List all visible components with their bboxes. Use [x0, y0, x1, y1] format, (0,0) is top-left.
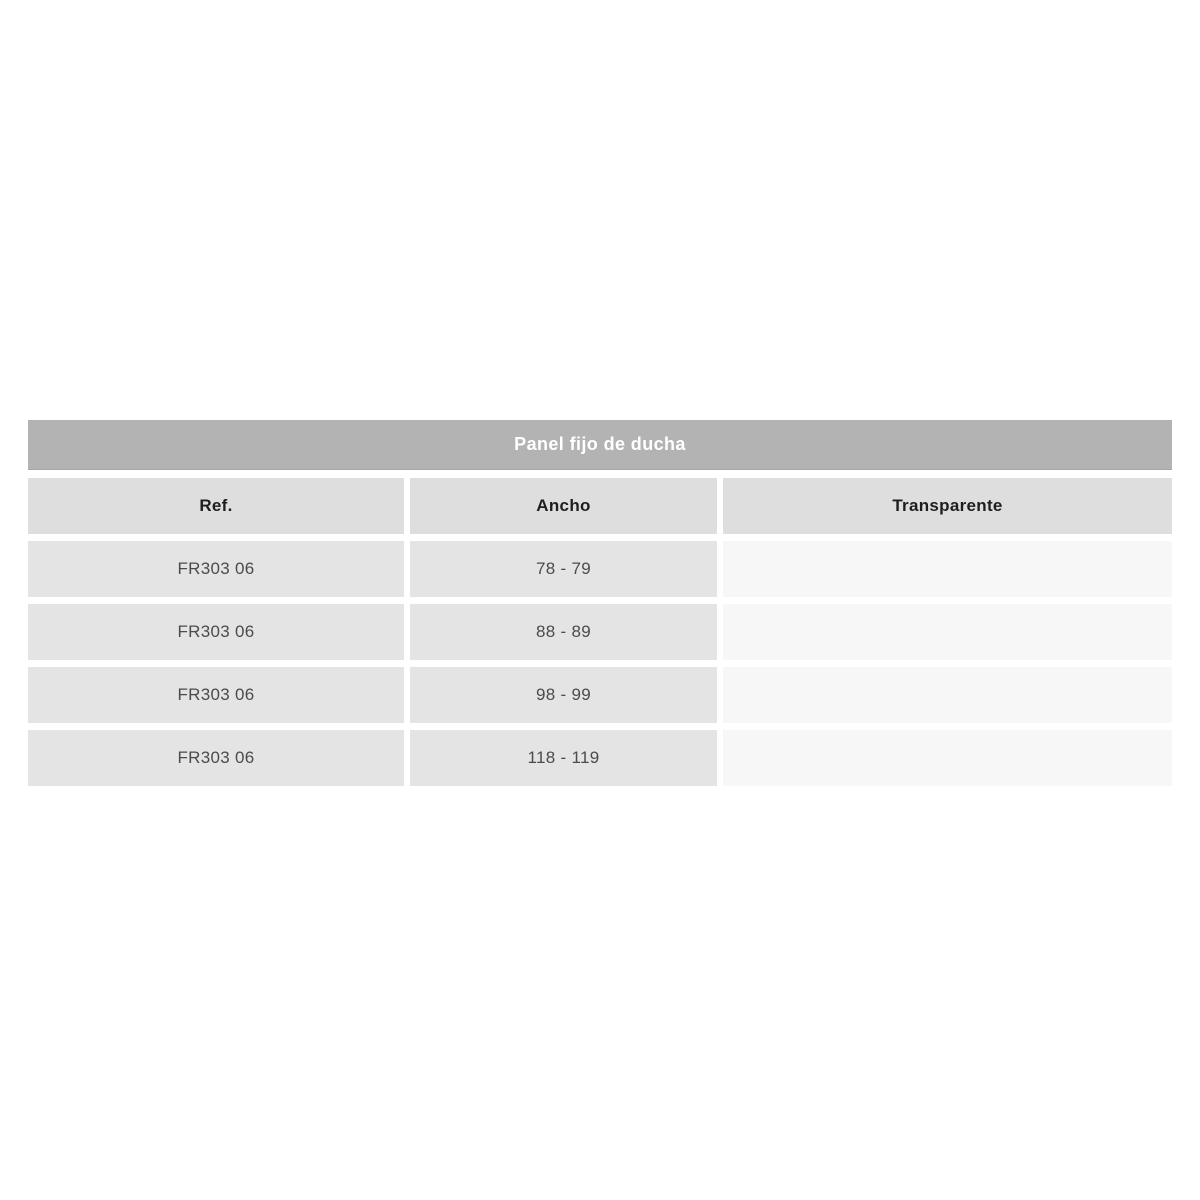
table-cell-transparente: [723, 604, 1172, 660]
table-cell-ancho: 88 - 89: [410, 604, 717, 660]
table-cell-ref: FR303 06: [28, 541, 404, 597]
column-header-transparente: Transparente: [723, 478, 1172, 534]
table-cell-transparente: [723, 541, 1172, 597]
column-header-ancho: Ancho: [410, 478, 717, 534]
table-cell-ref: FR303 06: [28, 730, 404, 786]
table-title-bar: [28, 420, 1172, 470]
table-grid: [28, 478, 1172, 786]
table-cell-ref: FR303 06: [28, 667, 404, 723]
table-cell-ancho: 98 - 99: [410, 667, 717, 723]
table-cell-transparente: [723, 730, 1172, 786]
table-title: Panel fijo de ducha: [514, 434, 686, 454]
product-spec-table: [28, 420, 1172, 786]
table-cell-ancho: 118 - 119: [410, 730, 717, 786]
column-header-ref: Ref.: [28, 478, 404, 534]
table-cell-ref: FR303 06: [28, 604, 404, 660]
table-cell-ancho: 78 - 79: [410, 541, 717, 597]
table-cell-transparente: [723, 667, 1172, 723]
